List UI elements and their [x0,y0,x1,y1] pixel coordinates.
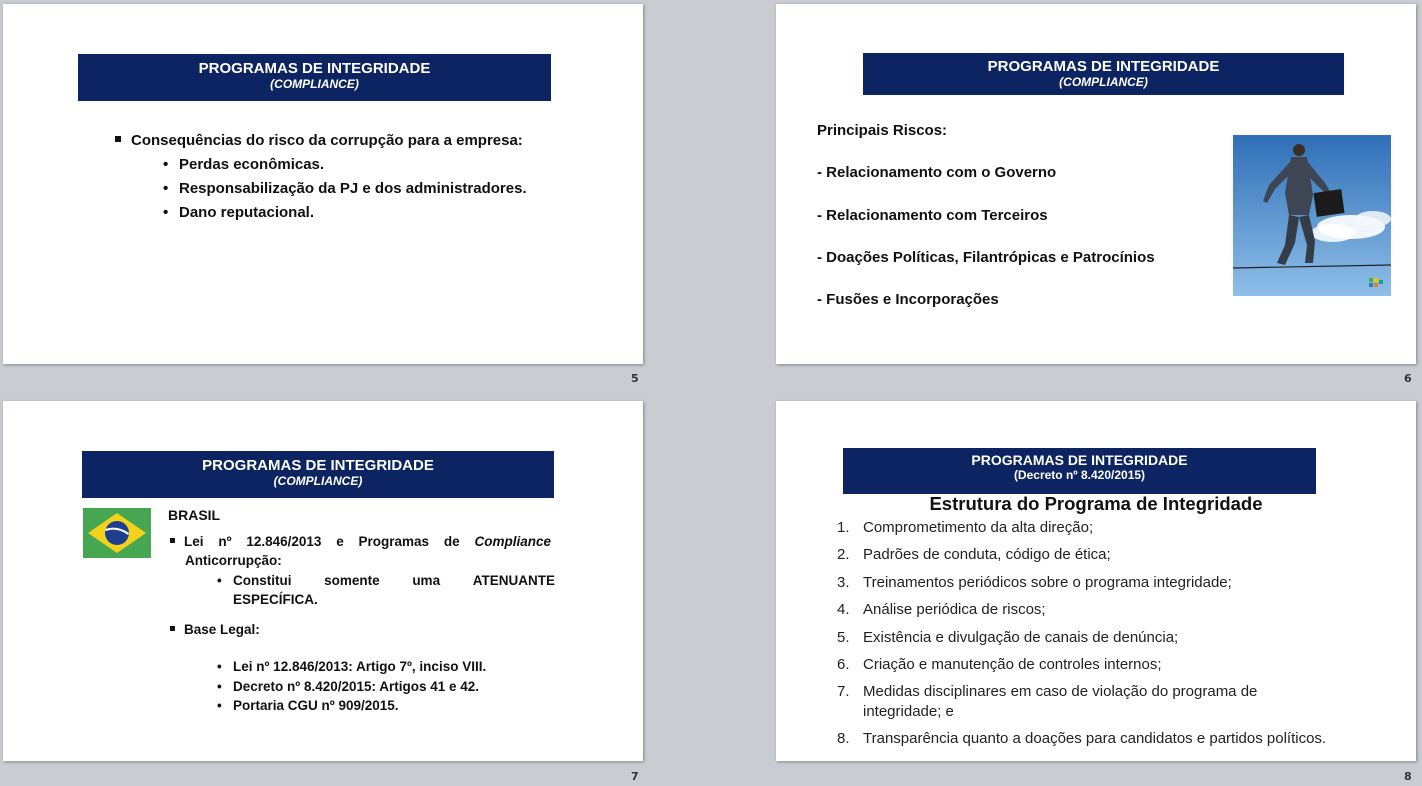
item-number: 8. [837,730,850,747]
base-legal-bullet [170,622,260,637]
slide-title: Estrutura do Programa de Integridade [929,493,1263,514]
list-item [217,659,486,674]
slide-6[interactable] [776,4,1416,364]
law-italic: Compliance [474,534,551,549]
risks-heading: Principais Riscos: [817,122,948,139]
bullet-dot-icon: • [217,573,222,588]
square-bullet-icon [170,538,175,543]
slide-header [82,451,554,498]
item-text: Existência e divulgação de canais de denúncia; [863,629,1179,646]
list-item [163,156,324,173]
item-text: Padrões de conduta, código de ética; [863,546,1111,563]
item-text: Criação e manutenção de controles internos; [863,656,1162,673]
list-item-text: Decreto nº 8.420/2015: Artigos 41 e 42. [233,679,480,694]
item-text: Análise periódica de riscos; [863,601,1046,618]
item-number: 4. [837,601,850,618]
slide-8[interactable] [776,401,1416,761]
header-subtitle: (COMPLIANCE) [1059,75,1148,89]
attenuant-line-2: ESPECÍFICA. [233,592,318,607]
item-number: 5. [837,629,850,646]
list-item [163,204,314,221]
list-item [217,679,479,694]
slide-number: 7 [631,770,639,783]
list-item-text: Portaria CGU nº 909/2015. [233,698,399,713]
item-text: Treinamentos periódicos sobre o programa integridade; [863,574,1232,591]
law-line-1 [184,534,551,549]
base-legal-label: Base Legal: [184,622,260,637]
header-subtitle: (COMPLIANCE) [273,474,363,488]
attenuant-line-1 [233,573,555,588]
word: uma [412,573,441,588]
risk-item: - Doações Políticas, Filantrópicas e Patrocínios [817,249,1155,266]
bullet-dot-icon: • [163,180,169,197]
risk-item: - Relacionamento com o Governo [817,164,1057,181]
slide-7[interactable] [3,401,643,761]
list-item-text: Perdas econômicas. [179,156,325,173]
slide-header [863,53,1344,95]
bullet-dot-icon: • [217,679,222,694]
header-title: PROGRAMAS DE INTEGRIDADE [198,60,431,77]
slide-number: 5 [631,372,639,385]
bullet-dot-icon: • [217,659,222,674]
law-line-2: Anticorrupção: [185,553,282,568]
word: Constitui [233,573,292,588]
list-item-text: Dano reputacional. [179,204,315,221]
main-bullet [115,132,523,149]
header-title: PROGRAMAS DE INTEGRIDADE [987,58,1220,75]
header-title: PROGRAMAS DE INTEGRIDADE [971,452,1188,468]
slide-header [78,54,551,101]
item-number: 6. [837,656,850,673]
bullet-text: Consequências do risco da corrupção para a empresa: [131,132,523,149]
square-bullet-icon [115,136,121,142]
word: somente [324,573,380,588]
item-number: 3. [837,574,850,591]
tightrope-businessman-image [1233,135,1391,296]
item-number: 7. [837,683,850,700]
slide-5[interactable] [3,4,643,364]
bullet-dot-icon: • [217,698,222,713]
country-label: BRASIL [168,507,221,523]
word: ATENUANTE [472,573,555,588]
slide-number: 8 [1404,770,1412,783]
item-number: 1. [837,519,850,536]
slide-header [843,448,1316,494]
list-item [217,698,399,713]
item-text: Medidas disciplinares em caso de violação do programa de integridade; e [863,683,1258,720]
item-number: 2. [837,546,850,563]
brazil-flag-icon [83,508,151,558]
list-item-text: Responsabilização da PJ e dos administradores. [179,180,527,197]
list-item-text: Lei nº 12.846/2013: Artigo 7º, inciso VIII. [233,659,487,674]
square-bullet-icon [170,626,175,631]
item-text: Comprometimento da alta direção; [863,519,1094,536]
bullet-dot-icon: • [163,156,169,173]
slide-number: 6 [1404,372,1412,385]
header-title: PROGRAMAS DE INTEGRIDADE [202,457,434,474]
header-subtitle: (Decreto nº 8.420/2015) [1013,468,1146,482]
header-subtitle: (COMPLIANCE) [270,77,359,91]
risk-item: - Relacionamento com Terceiros [817,207,1048,224]
list-item [163,180,527,197]
law-bullet [170,534,555,549]
law-text: Lei nº 12.846/2013 e Programas de [184,534,460,549]
bullet-dot-icon: • [163,204,169,221]
risk-item: - Fusões e Incorporações [817,291,999,308]
item-text: Transparência quanto a doações para candidatos e partidos políticos. [863,730,1327,747]
